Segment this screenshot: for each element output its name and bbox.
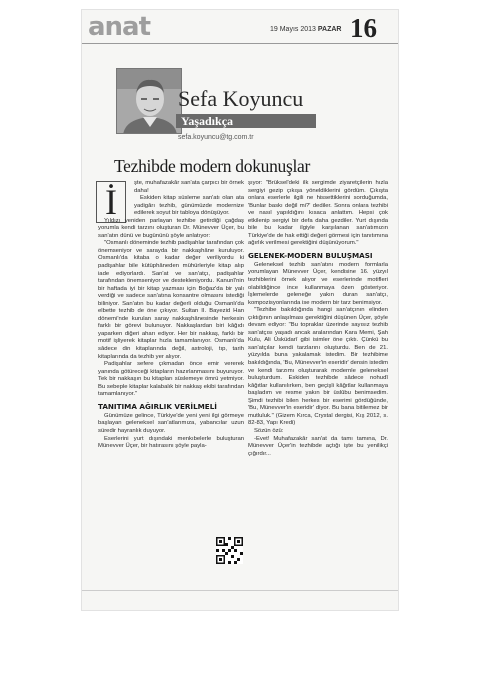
drop-cap: İ (96, 181, 126, 223)
issue-date (270, 26, 341, 33)
author-email: sefa.koyuncu@tg.com.tr (178, 134, 254, 141)
author-photo (116, 68, 182, 134)
subheading: GELENEK-MODERN BULUŞMASI (248, 250, 373, 260)
article-column-1 (98, 180, 244, 451)
article-headline: Tezhibde modern dokunuşlar (114, 156, 311, 176)
paragraph: şte, muhafazakâr san'ata çarpıcı bir örnek daha! (134, 180, 244, 194)
author-portrait-icon (117, 69, 182, 134)
paragraph: Günümüze gelince, Türkiye'de yeni yeni ilgi görmeye başlayan geleneksel san'atlarımıza, yabancılar uzun süredir hayranlık duyuyor. (98, 412, 244, 434)
subheading: TANITIMA AĞIRLIK VERİLMELİ (98, 401, 217, 411)
issue-day: PAZAR (317, 26, 342, 33)
paragraph: Geleneksel tezhib san'atını modern formlarla yorumlayan Münevver Üçer, kendisine 16. yüzyıl tezhiblerini örnek alıyor ve eserlerinde motifleri olabildiğince ince kullanmaya özen gösteriyor. İşlemelerde geleneğe yakın duran san'atçı, kompozisyonlarında ise modern bir tarz benimsiyor. (248, 261, 388, 306)
author-name: Sefa Koyuncu (178, 86, 304, 111)
paragraph: Sözün özü: (254, 427, 284, 434)
page-number: 16 (350, 13, 377, 43)
paragraph: -Evet! Muhafazakâr san'at da tamı tamına, Dr. Münevver Üçer'in tezhibde açtığı işte bu yenilikçi çığırdır... (248, 435, 388, 457)
divider (82, 590, 398, 591)
column-name: Yaşadıkça (176, 114, 316, 128)
paragraph: "Osmanlı döneminde tezhib padişahlar tarafından çok önemseniyor ve sarayda bir nakkaşhâne kuruluyor. Osmanlı'da kitaba o kadar değer veriliyordu ki padişahlar bile kütüphâneden mühürleriyle kitap alıp iade ediyorlardı. San'at ve san'atçı, padişahlar tarafından önemseniyor ve destekleniyordu. Kanunî'nin bir haftada iyi bir kitap yazması için Boğaz'da bir yalı verdiği ve sadece san'atına konsantre olmasını istediği biliniyor. San'atın bu kadar değerli olduğu Osmanlı'da elbette tezhib de öne çıkıyor. Sultan II. Bayezid Han dönemi'nde kurulan saray nakkaşhânesinde herkesin farklı bir görevi bulunuyor. Nakkaşlardan biri kâğıdı yaparken diğeri aharı ediyor. Her bir nakkaş, farklı bir motif işliyerek kitaplar hızla tamamlanıyor. Osmanlı'da sâdece din kitaplarında değil, astroloji, tıp, tarih kitaplarında da tezhib yer alıyor. (98, 240, 244, 360)
paragraph: Yıldızı yeniden parlayan tezhibe getirdiği çağdaş yorumla kendi tarzını oluşturan Dr. Münevver Üçer, bu san'atın dünü ve bugününü şöyle anlatıyor: (98, 217, 244, 239)
masthead (82, 10, 398, 44)
newspaper-page (82, 10, 398, 610)
section-name: anat (88, 12, 151, 42)
qr-code-icon (216, 537, 243, 564)
paragraph: "Tezhibe bakıldığında hangi san'atçının elinden çıktığının anlaşılması gerektiğini düşünen Üçer, şöyle devam ediyor: "Bu topraklar üzerinde sayısız tezhib san'atçısı yaşadı ancak aralarından Kara Memi, Şah Kulu, Ali Üsküdarî gibi isimler öne çıktı. Çünkü bu san'atçılar kendi tarzlarını oluşturdu. Ben de 21. yüzyılda buna yakalamak istedim. Bir tezhibime bakıldığında, 'Bu, Münevver'in eseridir' densin istedim ve kendi tarzımı oluşturarak modernle geleneksel buluşturdum. Eskiden tezhibde sâdece nohudî kâğıtlar kullanılırken, ben geçişli kâğıtlar kullanmaya başladım ve resme yakın bir üslûbu benimsedim. Şimdi tezhibi bilen herkes bir eserimi gördüğünde, 'Bu, Münevver'in eseridir' diyor. Bu bana bitilemez bir mutluluk." (Gizem Kırca, Crystal dergisi, Kış 2012, s. 82-83, Yapı Kredi) (248, 307, 388, 427)
paragraph: Padişahlar sefere çıkmadan önce emir vererek yanında götüreceği kitapların hazırlanmasını buyuruyor. Tek bir nakkaşın bu kitapları süslemeye ömrü yetmiyor. Bu sebeple kitaplar kalabalık bir nakkaş ekibi tarafından tamamlanıyor." (98, 361, 244, 398)
issue-date-text: 19 Mayıs 2013 (270, 26, 316, 33)
paragraph: şıyor: "Brüksel'deki ilk sergimde ziyaretçilerin hızla sergiyi gezip çıkışa yöneldiklerini gördüm. Çıkışta onlara eserlerle ilgili ne hissettiklerini sorduğumda, 'Bunlar baskı değil mi?' dediler. Sonra onlara tezhibi ve nasıl yapıldığını kısaca anlattım. Hepsi çok etkilenip sergiyi bir defa daha gezdiler. Yurt dışında bile bu kadar ilgiyle karşılanan san'atımızın Türkiye'de de hak ettiği değeri görmesi için tanıtımına ağırlık verilmesi gerektiğini düşünüyorum." (248, 180, 388, 247)
paragraph: Eskiden kitap süsleme san'atı olan ata yadigârı tezhib, günümüzde modernize edilerek soyut bir tabloya dönüşüyor. (134, 195, 244, 217)
article-column-2 (248, 180, 388, 458)
paragraph: Eserlerini yurt dışındaki menkıbelerle buluşturan Münevver Üçer, bir hatırasını şöyle payla- (98, 435, 244, 450)
